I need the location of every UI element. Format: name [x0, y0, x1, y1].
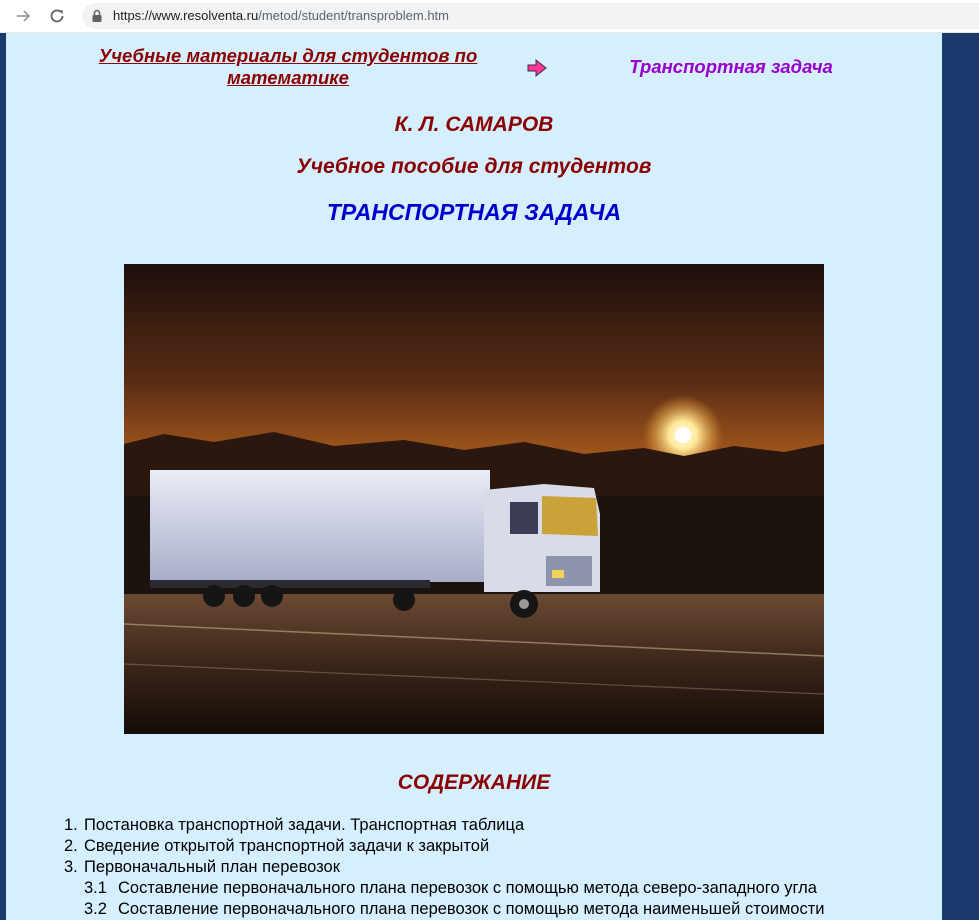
truck-sunset-photo — [124, 264, 824, 734]
table-of-contents — [64, 815, 825, 920]
toc-subitem[interactable]: 3.1 Составление первоначального плана перевозок с помощью метода северо-западного угла — [84, 879, 817, 897]
toc-item[interactable]: 2. Сведение открытой транспортной задачи к закрытой — [64, 837, 490, 855]
forward-icon[interactable] — [12, 4, 36, 28]
arrow-right-icon — [527, 58, 547, 83]
toc-subitem[interactable]: 3.2 Составление первоначального плана перевозок с помощью метода наименьшей стоимости — [84, 900, 825, 918]
url-path: /metod/student/transproblem.htm — [258, 8, 449, 23]
url-text — [113, 8, 449, 23]
url-host: https://www.resolventa.ru — [113, 8, 259, 23]
page-content — [6, 33, 942, 920]
toc-heading: СОДЕРЖАНИЕ — [397, 771, 551, 794]
page-frame — [0, 33, 979, 920]
current-page-label: Транспортная задача — [629, 56, 833, 77]
lock-icon — [91, 9, 103, 28]
reload-icon[interactable] — [45, 4, 69, 28]
author-name: К. Л. САМАРОВ — [394, 113, 554, 136]
page-subtitle: Учебное пособие для студентов — [296, 155, 652, 178]
toc-item[interactable]: 1. Постановка транспортной задачи. Транспортная таблица — [64, 816, 525, 834]
study-materials-link[interactable]: Учебные материалы для студентов по математике — [98, 45, 478, 88]
address-bar[interactable] — [82, 3, 979, 29]
page-title: ТРАНСПОРТНАЯ ЗАДАЧА — [326, 199, 622, 225]
browser-toolbar — [0, 0, 979, 33]
toc-item[interactable]: 3. Первоначальный план перевозок — [64, 858, 340, 876]
